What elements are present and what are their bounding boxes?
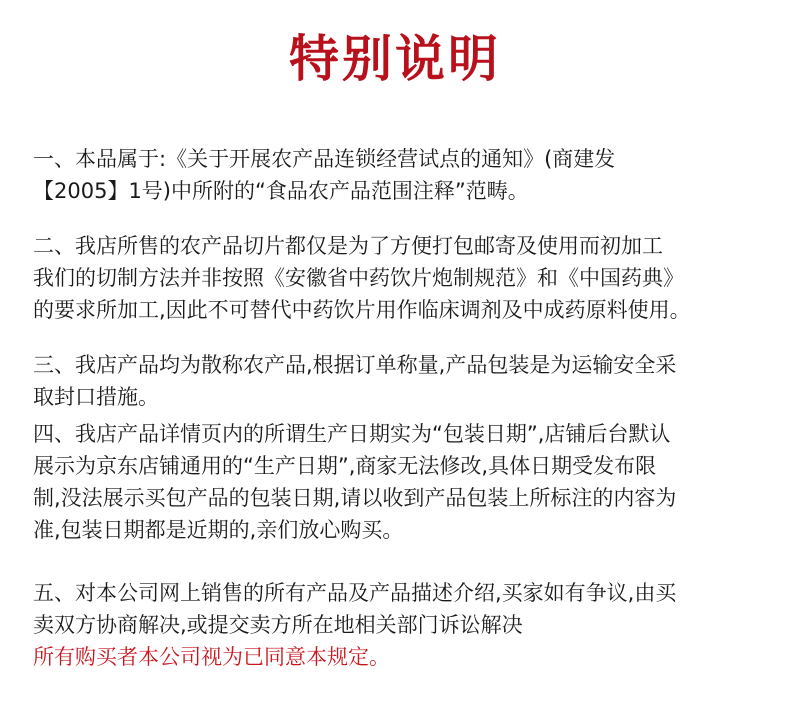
notice-line: 我们的切制方法并非按照《安徽省中药饮片炮制规范》和《中国药典》 (33, 266, 684, 290)
notice-line: 展示为京东店铺通用的“生产日期”,商家无法修改,具体日期受发布限 (33, 454, 657, 478)
notice-line: 准,包装日期都是近期的,亲们放心购买。 (33, 518, 404, 542)
notice-item-5 (33, 577, 768, 673)
notice-line: 的要求所加工,因此不可替代中药饮片用作临床调剂及中成药原料使用。 (33, 298, 691, 322)
notice-item-1 (33, 143, 768, 207)
page-title: 特别说明 (289, 30, 501, 88)
notice-item-3 (33, 349, 768, 413)
notice-line: 五、对本公司网上销售的所有产品及产品描述介绍,买家如有争议,由买 (33, 581, 677, 605)
notice-line: 制,没法展示买包产品的包装日期,请以收到产品包装上所标注的内容为 (33, 486, 677, 510)
notice-line: 二、我店所售的农产品切片都仅是为了方便打包邮寄及使用而初加工 (33, 234, 663, 258)
notice-item-2 (33, 230, 768, 326)
notice-line: 卖双方协商解决,或提交卖方所在地相关部门诉讼解决 (33, 613, 523, 637)
notice-line: 【2005】1号)中所附的“食品农产品范围注释”范畴。 (33, 179, 529, 203)
notice-line: 三、我店产品均为散称农产品,根据订单称量,产品包装是为运输安全采 (33, 353, 677, 377)
agreement-highlight: 所有购买者本公司视为已同意本规定。 (33, 645, 390, 669)
notice-line: 取封口措施。 (33, 385, 159, 409)
notice-item-4 (33, 418, 768, 546)
notice-line: 四、我店产品详情页内的所谓生产日期实为“包装日期”,店铺后台默认 (33, 422, 671, 446)
notice-line: 一、本品属于:《关于开展农产品连锁经营试点的通知》(商建发 (33, 147, 616, 171)
